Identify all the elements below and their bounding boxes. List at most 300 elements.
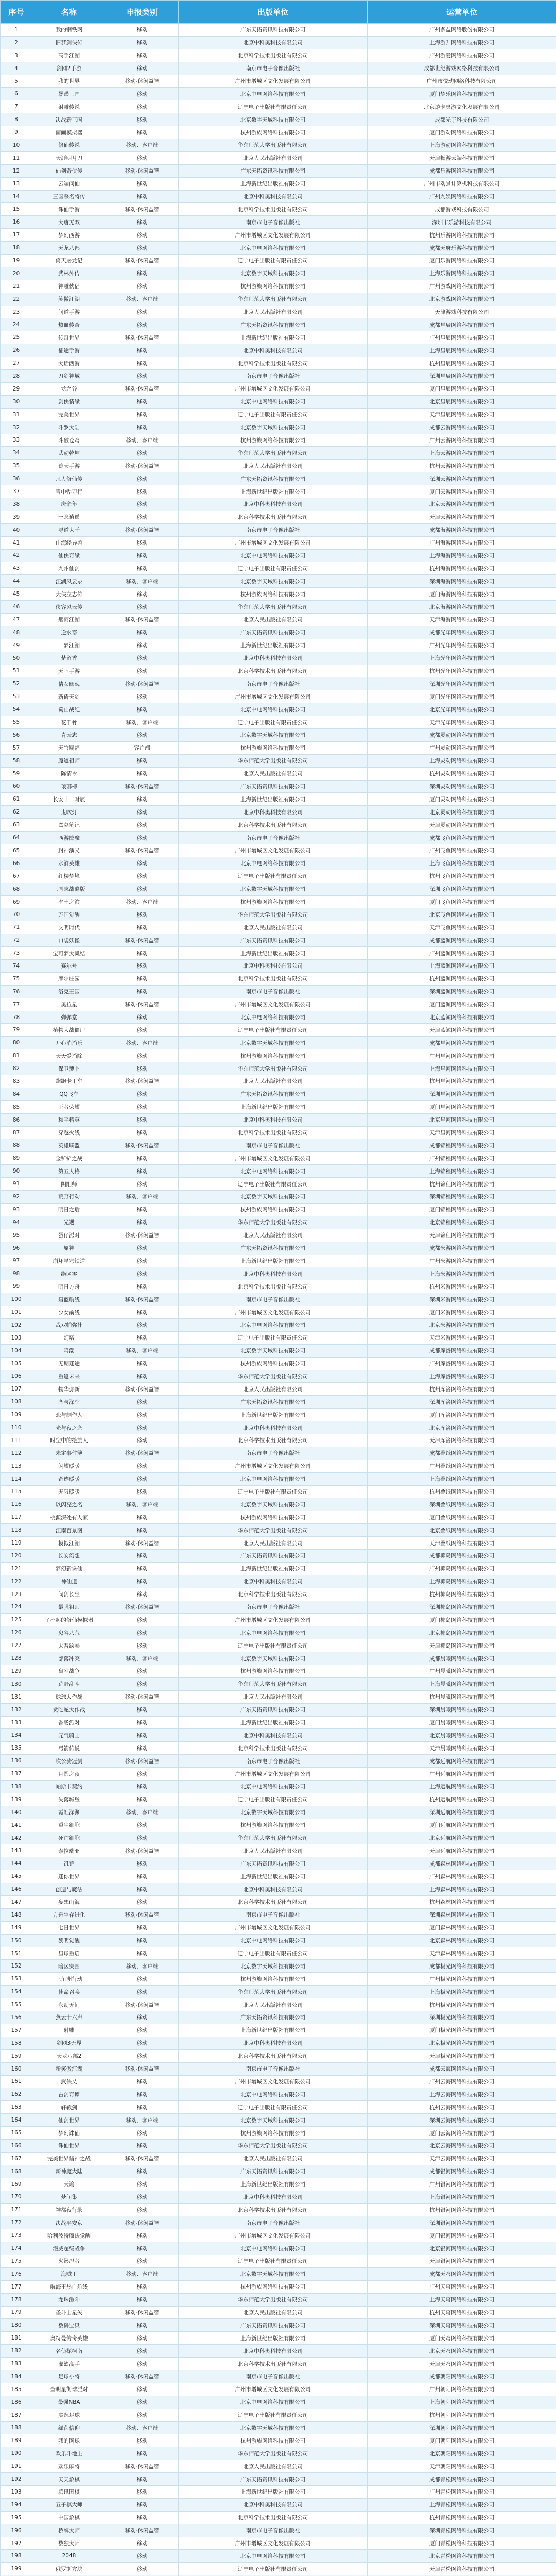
cell-name: 梦幻西游 xyxy=(32,229,106,242)
table-row xyxy=(1,1498,556,1511)
cell-operator: 广州飞鱼网络科技有限公司 xyxy=(368,844,556,857)
cell-index: 35 xyxy=(1,460,32,472)
cell-index: 86 xyxy=(1,1113,32,1126)
cell-publisher: 北京中电网络科技有限公司 xyxy=(179,1165,368,1178)
cell-operator: 杭州光年网络科技有限公司 xyxy=(368,665,556,677)
cell-name: 长安幻想 xyxy=(32,1549,106,1562)
cell-operator: 杭州银河网络科技有限公司 xyxy=(368,2204,556,2216)
cell-category: 移动 xyxy=(106,1370,179,1383)
cell-name: 斗罗大陆 xyxy=(32,421,106,434)
cell-name: 模拟江湖 xyxy=(32,1537,106,1550)
cell-operator: 广州椰岛网络科技有限公司 xyxy=(368,1562,556,1575)
cell-operator: 成都世纪游戏网络科技有限公司 xyxy=(368,62,556,75)
table-row xyxy=(1,2101,556,2114)
cell-publisher: 广东天拓资讯科技有限公司 xyxy=(179,1242,368,1255)
cell-category: 移动 xyxy=(106,1934,179,1947)
cell-index: 77 xyxy=(1,998,32,1011)
cell-publisher: 南京市电子音像出版社 xyxy=(179,62,368,75)
cell-name: 无限暖暖 xyxy=(32,1485,106,1498)
cell-category: 移动 xyxy=(106,1703,179,1716)
cell-category: 移动-休闲益智 xyxy=(106,1293,179,1306)
table-row xyxy=(1,575,556,588)
cell-operator: 天津星河网络科技有限公司 xyxy=(368,1126,556,1139)
cell-category: 移动 xyxy=(106,216,179,229)
cell-operator: 广州朝阳网络科技有限公司 xyxy=(368,2383,556,2396)
cell-name: 火影忍者 xyxy=(32,2255,106,2267)
cell-index: 57 xyxy=(1,741,32,754)
cell-operator: 成都朝阳网络科技有限公司 xyxy=(368,2370,556,2383)
cell-name: 英雄联盟 xyxy=(32,1139,106,1152)
cell-publisher: 北京中科奥科技有限公司 xyxy=(179,1113,368,1126)
cell-publisher: 北京中科奥科技有限公司 xyxy=(179,652,368,665)
cell-operator: 北京远航网络科技有限公司 xyxy=(368,1832,556,1844)
cell-index: 47 xyxy=(1,613,32,626)
cell-operator: 深圳星河网络科技有限公司 xyxy=(368,1088,556,1100)
cell-operator: 厦门灵动网络科技有限公司 xyxy=(368,793,556,806)
cell-publisher: 北京数字天域科技有限公司 xyxy=(179,267,368,280)
cell-operator: 厦门椰岛网络科技有限公司 xyxy=(368,1614,556,1626)
cell-index: 26 xyxy=(1,344,32,357)
cell-publisher: 北京中科奥科技有限公司 xyxy=(179,960,368,973)
table-row xyxy=(1,113,556,126)
table-row xyxy=(1,370,556,383)
cell-publisher: 广东天拓资讯科技有限公司 xyxy=(179,2165,368,2178)
cell-publisher: 上海新世纪出版社有限公司 xyxy=(179,2178,368,2191)
cell-name: 蛋仔派对 xyxy=(32,1229,106,1242)
cell-name: 问剑长生 xyxy=(32,1588,106,1601)
cell-publisher: 辽宁电子出版社有限责任公司 xyxy=(179,2101,368,2114)
cell-index: 127 xyxy=(1,1639,32,1652)
cell-name: 天龙八部 xyxy=(32,242,106,255)
cell-category: 移动 xyxy=(106,2088,179,2101)
cell-index: 136 xyxy=(1,1755,32,1768)
table-row xyxy=(1,562,556,575)
cell-index: 83 xyxy=(1,1075,32,1088)
cell-operator: 厦门银河网络科技有限公司 xyxy=(368,2229,556,2242)
cell-name: 战双帕弥什 xyxy=(32,1318,106,1331)
cell-publisher: 杭州游族网络科技有限公司 xyxy=(179,741,368,754)
cell-category: 移动 xyxy=(106,229,179,242)
cell-name: 诛仙世界 xyxy=(32,2139,106,2152)
cell-publisher: 北京人民出版社有限公司 xyxy=(179,1383,368,1396)
cell-publisher: 广东天拓资讯科技有限公司 xyxy=(179,780,368,793)
table-row xyxy=(1,690,556,703)
cell-index: 75 xyxy=(1,972,32,985)
table-row xyxy=(1,1690,556,1703)
cell-publisher: 上海新世纪出版社有限公司 xyxy=(179,2486,368,2499)
table-row xyxy=(1,1178,556,1191)
cell-publisher: 北京中电网络科技有限公司 xyxy=(179,1011,368,1024)
cell-operator: 成都银河网络科技有限公司 xyxy=(368,2165,556,2178)
cell-name: 太吾绘卷 xyxy=(32,1639,106,1652)
cell-publisher: 广州市增城区文化发展有限公司 xyxy=(179,2229,368,2242)
table-row xyxy=(1,2075,556,2088)
cell-publisher: 北京中电网络科技有限公司 xyxy=(179,1318,368,1331)
table-row xyxy=(1,139,556,152)
cell-name: 实况足球 xyxy=(32,2409,106,2421)
cell-category: 移动 xyxy=(106,1152,179,1165)
cell-publisher: 北京中电网络科技有限公司 xyxy=(179,703,368,716)
cell-operator: 广州银河网络科技有限公司 xyxy=(368,2178,556,2191)
cell-category: 移动 xyxy=(106,2178,179,2191)
cell-operator: 广州游爱网络科技有限公司 xyxy=(368,49,556,62)
table-row xyxy=(1,1024,556,1037)
cell-index: 135 xyxy=(1,1742,32,1755)
cell-publisher: 北京中科奥科技有限公司 xyxy=(179,190,368,203)
cell-category: 移动 xyxy=(106,2255,179,2267)
cell-publisher: 北京科学技术出版社有限公司 xyxy=(179,1434,368,1447)
cell-index: 144 xyxy=(1,1857,32,1870)
cell-index: 161 xyxy=(1,2075,32,2088)
table-row xyxy=(1,947,556,960)
cell-name: 俄罗斯方块 xyxy=(32,2563,106,2575)
cell-category: 移动 xyxy=(106,690,179,703)
cell-operator: 广州森林网络科技有限公司 xyxy=(368,1870,556,1883)
cell-index: 172 xyxy=(1,2216,32,2229)
cell-publisher: 上海新世纪出版社有限公司 xyxy=(179,1870,368,1883)
cell-operator: 杭州森林网络科技有限公司 xyxy=(368,1896,556,1909)
cell-category: 移动 xyxy=(106,1267,179,1280)
cell-index: 175 xyxy=(1,2255,32,2267)
cell-operator: 杭州乐游网络科技有限公司 xyxy=(368,229,556,242)
cell-name: 寻道大千 xyxy=(32,523,106,536)
cell-category: 移动、客户端 xyxy=(106,1806,179,1819)
cell-operator: 杭州星河网络科技有限公司 xyxy=(368,1075,556,1088)
table-row xyxy=(1,2511,556,2524)
cell-publisher: 上海新世纪出版社有限公司 xyxy=(179,177,368,190)
cell-category: 移动 xyxy=(106,908,179,921)
cell-publisher: 杭州游族网络科技有限公司 xyxy=(179,1357,368,1370)
cell-publisher: 南京市电子音像出版社 xyxy=(179,370,368,383)
cell-category: 移动 xyxy=(106,1203,179,1216)
table-row xyxy=(1,767,556,780)
cell-operator: 深圳叠纸网络科技有限公司 xyxy=(368,1498,556,1511)
cell-index: 12 xyxy=(1,164,32,177)
cell-name: 月圆之夜 xyxy=(32,1768,106,1781)
cell-index: 163 xyxy=(1,2101,32,2114)
cell-category: 移动 xyxy=(106,1665,179,1678)
cell-publisher: 北京人民出版社有限公司 xyxy=(179,1075,368,1088)
cell-operator: 杭州椰岛网络科技有限公司 xyxy=(368,1588,556,1601)
cell-operator: 广州蓝鲸网络科技有限公司 xyxy=(368,947,556,960)
table-row xyxy=(1,498,556,511)
cell-category: 移动 xyxy=(106,639,179,652)
cell-publisher: 北京中电网络科技有限公司 xyxy=(179,2088,368,2101)
table-row xyxy=(1,280,556,293)
table-row xyxy=(1,2088,556,2101)
cell-operator: 厦门天穹网络科技有限公司 xyxy=(368,2332,556,2345)
cell-index: 149 xyxy=(1,1921,32,1934)
cell-publisher: 广州市增城区文化发展有限公司 xyxy=(179,1460,368,1472)
cell-name: 2048 xyxy=(32,2550,106,2563)
cell-name: 最强祖师 xyxy=(32,1601,106,1614)
cell-index: 78 xyxy=(1,1011,32,1024)
table-row xyxy=(1,1588,556,1601)
cell-name: 奥拉星 xyxy=(32,998,106,1011)
table-row xyxy=(1,754,556,767)
cell-publisher: 上海新世纪出版社有限公司 xyxy=(179,947,368,960)
cell-name: 漫威超级战争 xyxy=(32,2242,106,2255)
table-row xyxy=(1,2563,556,2575)
cell-category: 移动-休闲益智 xyxy=(106,460,179,472)
table-row xyxy=(1,2216,556,2229)
cell-name: 物华弥新 xyxy=(32,1383,106,1396)
cell-name: 黎明觉醒 xyxy=(32,1934,106,1947)
cell-name: 鸣潮 xyxy=(32,1344,106,1357)
cell-operator: 深圳星辰网络科技有限公司 xyxy=(368,370,556,383)
cell-category: 移动 xyxy=(106,318,179,331)
cell-category: 移动 xyxy=(106,1357,179,1370)
table-row xyxy=(1,2127,556,2140)
cell-name: 神雕侠侣 xyxy=(32,280,106,293)
table-row xyxy=(1,2178,556,2191)
table-row xyxy=(1,421,556,434)
cell-publisher: 广东天拓资讯科技有限公司 xyxy=(179,1549,368,1562)
cell-category: 移动、客户端 xyxy=(106,1652,179,1665)
cell-operator: 北京星河网络科技有限公司 xyxy=(368,1113,556,1126)
table-row xyxy=(1,1344,556,1357)
cell-category: 移动 xyxy=(106,408,179,421)
table-row xyxy=(1,1665,556,1678)
cell-name: 少女前线 xyxy=(32,1306,106,1319)
cell-publisher: 北京数字天域科技有限公司 xyxy=(179,1806,368,1819)
cell-index: 25 xyxy=(1,331,32,344)
table-row xyxy=(1,2524,556,2537)
cell-category: 移动 xyxy=(106,2191,179,2204)
cell-category: 移动-休闲益智 xyxy=(106,1755,179,1768)
table-row xyxy=(1,2537,556,2550)
cell-publisher: 广州市增城区文化发展有限公司 xyxy=(179,844,368,857)
cell-name: 我的钢铁网 xyxy=(32,24,106,37)
cell-publisher: 杭州游族网络科技有限公司 xyxy=(179,895,368,908)
cell-index: 70 xyxy=(1,908,32,921)
cell-operator: 杭州飞鱼网络科技有限公司 xyxy=(368,870,556,883)
cell-publisher: 上海新世纪出版社有限公司 xyxy=(179,485,368,498)
table-row xyxy=(1,1421,556,1434)
cell-publisher: 广州市增城区文化发展有限公司 xyxy=(179,2383,368,2396)
cell-name: 海贼王 xyxy=(32,2267,106,2280)
cell-name: 魔道祖师 xyxy=(32,754,106,767)
cell-category: 移动 xyxy=(106,177,179,190)
cell-operator: 广州极光网络科技有限公司 xyxy=(368,1973,556,1986)
table-row xyxy=(1,1998,556,2011)
cell-operator: 厦门叠纸网络科技有限公司 xyxy=(368,1511,556,1524)
cell-category: 移动 xyxy=(106,1421,179,1434)
cell-operator: 杭州海游网络科技有限公司 xyxy=(368,562,556,575)
cell-operator: 厦门乐游网络科技有限公司 xyxy=(368,255,556,267)
cell-operator: 成都云海网络科技有限公司 xyxy=(368,2062,556,2075)
cell-name: 仙侠奇缘 xyxy=(32,549,106,562)
cell-index: 165 xyxy=(1,2127,32,2140)
cell-operator: 深圳飞鱼网络科技有限公司 xyxy=(368,883,556,895)
cell-publisher: 杭州游族网络科技有限公司 xyxy=(179,280,368,293)
cell-operator: 杭州云海网络科技有限公司 xyxy=(368,2101,556,2114)
cell-publisher: 南京市电子音像出版社 xyxy=(179,1601,368,1614)
cell-operator: 深圳米游网络科技有限公司 xyxy=(368,1293,556,1306)
cell-name: 光遇 xyxy=(32,1216,106,1229)
cell-publisher: 北京科学技术出版社有限公司 xyxy=(179,2511,368,2524)
table-row xyxy=(1,2037,556,2049)
cell-publisher: 广州市增城区文化发展有限公司 xyxy=(179,229,368,242)
table-row xyxy=(1,2332,556,2345)
cell-operator: 广州远航网络科技有限公司 xyxy=(368,1768,556,1781)
cell-name: 恋与制作人 xyxy=(32,1409,106,1421)
cell-operator: 北京云游网络科技有限公司 xyxy=(368,498,556,511)
table-row xyxy=(1,24,556,37)
cell-category: 移动 xyxy=(106,62,179,75)
cell-category: 移动 xyxy=(106,832,179,844)
cell-category: 移动 xyxy=(106,2139,179,2152)
cell-name: 武林外传 xyxy=(32,267,106,280)
cell-category: 移动-休闲益智 xyxy=(106,2306,179,2319)
cell-index: 151 xyxy=(1,1947,32,1960)
cell-name: 绝区零 xyxy=(32,1267,106,1280)
cell-name: 射雕 xyxy=(32,2024,106,2037)
cell-operator: 深圳光年网络科技有限公司 xyxy=(368,677,556,690)
table-row xyxy=(1,2229,556,2242)
cell-category: 移动-休闲益智 xyxy=(106,331,179,344)
table-row xyxy=(1,36,556,49)
cell-operator: 北京青松网络科技有限公司 xyxy=(368,2550,556,2563)
cell-name: 青云志 xyxy=(32,728,106,741)
cell-publisher: 北京人民出版社有限公司 xyxy=(179,1229,368,1242)
cell-category: 移动-休闲益智 xyxy=(106,1383,179,1396)
cell-index: 79 xyxy=(1,1024,32,1037)
table-row xyxy=(1,2370,556,2383)
cell-operator: 上海天穹网络科技有限公司 xyxy=(368,2293,556,2306)
cell-publisher: 辽宁电子出版社有限责任公司 xyxy=(179,1485,368,1498)
cell-publisher: 北京人民出版社有限公司 xyxy=(179,2152,368,2165)
cell-category: 移动 xyxy=(106,190,179,203)
table-row xyxy=(1,1819,556,1832)
cell-name: 方舟生存进化 xyxy=(32,1908,106,1921)
cell-operator: 成都森林网络科技有限公司 xyxy=(368,1857,556,1870)
cell-operator: 广州市悦动网络科技有限公司 xyxy=(368,75,556,88)
table-row xyxy=(1,2024,556,2037)
table-row xyxy=(1,1870,556,1883)
cell-name: 鬼谷八荒 xyxy=(32,1626,106,1639)
cell-index: 34 xyxy=(1,447,32,460)
table-row xyxy=(1,1485,556,1498)
cell-operator: 上海锦程网络科技有限公司 xyxy=(368,1165,556,1178)
cell-name: 龙之谷 xyxy=(32,382,106,395)
cell-publisher: 北京数字天域科技有限公司 xyxy=(179,1652,368,1665)
cell-operator: 上海朝阳网络科技有限公司 xyxy=(368,2396,556,2409)
cell-index: 123 xyxy=(1,1588,32,1601)
cell-index: 72 xyxy=(1,934,32,947)
cell-category: 移动-休闲益智 xyxy=(106,2460,179,2473)
cell-operator: 杭州蓝鲸网络科技有限公司 xyxy=(368,972,556,985)
cell-category: 移动 xyxy=(106,2383,179,2396)
cell-operator: 厦门云游网络科技有限公司 xyxy=(368,485,556,498)
cell-category: 移动 xyxy=(106,151,179,164)
cell-index: 43 xyxy=(1,562,32,575)
cell-index: 122 xyxy=(1,1575,32,1588)
cell-category: 移动 xyxy=(106,1409,179,1421)
table-row xyxy=(1,844,556,857)
cell-name: 足球小将 xyxy=(32,2370,106,2383)
cell-index: 18 xyxy=(1,242,32,255)
cell-index: 105 xyxy=(1,1357,32,1370)
cell-publisher: 南京市电子音像出版社 xyxy=(179,2216,368,2229)
table-row xyxy=(1,2062,556,2075)
cell-publisher: 广东天拓资讯科技有限公司 xyxy=(179,1857,368,1870)
table-row xyxy=(1,1703,556,1716)
cell-operator: 广州库洛网络科技有限公司 xyxy=(368,1357,556,1370)
cell-publisher: 华东师范大学出版社有限公司 xyxy=(179,754,368,767)
table-row xyxy=(1,2409,556,2421)
cell-index: 48 xyxy=(1,626,32,639)
header-operator: 运营单位 xyxy=(368,1,556,24)
cell-operator: 北京晨曦网络科技有限公司 xyxy=(368,1729,556,1742)
table-row xyxy=(1,883,556,895)
cell-category: 移动、客户端 xyxy=(106,1191,179,1204)
cell-operator: 成都星河网络科技有限公司 xyxy=(368,1037,556,1049)
table-row xyxy=(1,1255,556,1267)
cell-category: 移动 xyxy=(106,1434,179,1447)
cell-category: 移动 xyxy=(106,870,179,883)
cell-category: 移动 xyxy=(106,1639,179,1652)
table-row xyxy=(1,2421,556,2434)
cell-category: 移动 xyxy=(106,472,179,485)
table-row xyxy=(1,549,556,562)
cell-name: 皇室战争 xyxy=(32,1665,106,1678)
cell-name: 一念逍遥 xyxy=(32,511,106,523)
cell-publisher: 华东师范大学出版社有限公司 xyxy=(179,2293,368,2306)
cell-operator: 厦门米游网络科技有限公司 xyxy=(368,1306,556,1319)
cell-index: 174 xyxy=(1,2242,32,2255)
cell-category: 移动 xyxy=(106,2345,179,2358)
cell-publisher: 广东天拓资讯科技有限公司 xyxy=(179,934,368,947)
table-row xyxy=(1,1191,556,1204)
cell-publisher: 北京人民出版社有限公司 xyxy=(179,460,368,472)
cell-index: 109 xyxy=(1,1409,32,1421)
table-row xyxy=(1,921,556,934)
table-row xyxy=(1,2550,556,2563)
table-row xyxy=(1,1242,556,1255)
cell-category: 移动 xyxy=(106,421,179,434)
cell-operator: 厦门蓝鲸网络科技有限公司 xyxy=(368,998,556,1011)
cell-index: 104 xyxy=(1,1344,32,1357)
cell-name: 荒野乱斗 xyxy=(32,1677,106,1690)
cell-operator: 成都椰岛网络科技有限公司 xyxy=(368,1549,556,1562)
cell-category: 移动 xyxy=(106,972,179,985)
cell-index: 44 xyxy=(1,575,32,588)
cell-operator: 杭州远航网络科技有限公司 xyxy=(368,1793,556,1806)
cell-category: 移动 xyxy=(106,49,179,62)
cell-publisher: 辽宁电子出版社有限责任公司 xyxy=(179,716,368,729)
table-row xyxy=(1,960,556,973)
cell-index: 117 xyxy=(1,1511,32,1524)
table-row xyxy=(1,972,556,985)
table-row xyxy=(1,2114,556,2127)
cell-index: 107 xyxy=(1,1383,32,1396)
cell-name: 龙珠激斗 xyxy=(32,2293,106,2306)
cell-publisher: 华东师范大学出版社有限公司 xyxy=(179,601,368,614)
table-row xyxy=(1,2049,556,2062)
cell-publisher: 北京科学技术出版社有限公司 xyxy=(179,1896,368,1909)
cell-index: 182 xyxy=(1,2345,32,2358)
cell-category: 移动 xyxy=(106,2486,179,2499)
cell-operator: 天津海游网络科技有限公司 xyxy=(368,613,556,626)
cell-index: 23 xyxy=(1,306,32,318)
table-row xyxy=(1,1331,556,1344)
cell-category: 移动 xyxy=(106,2434,179,2447)
cell-name: 中国象棋 xyxy=(32,2511,106,2524)
cell-publisher: 南京市电子音像出版社 xyxy=(179,1908,368,1921)
cell-operator: 深圳库洛网络科技有限公司 xyxy=(368,1396,556,1409)
table-row xyxy=(1,716,556,729)
